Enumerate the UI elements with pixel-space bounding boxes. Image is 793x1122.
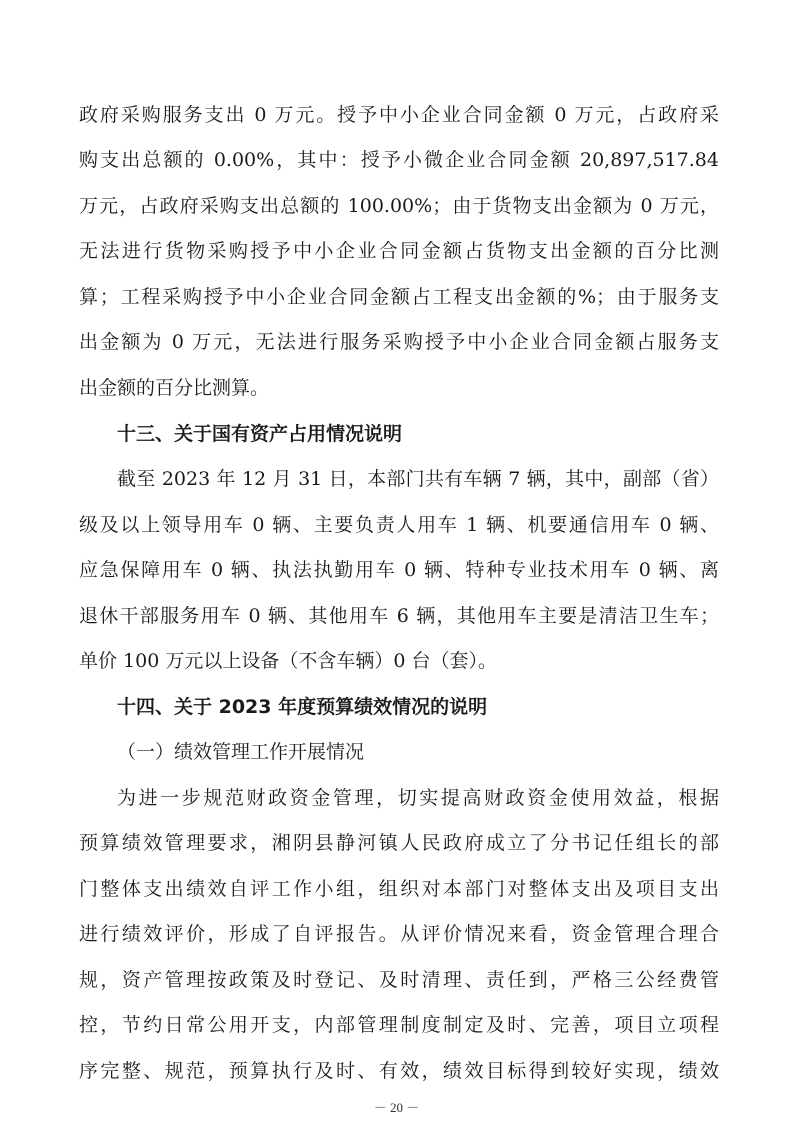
paragraph-line: 单价 100 万元以上设备（不含车辆）0 台（套）。 <box>79 650 497 672</box>
page-number: － 20 － <box>373 1100 420 1115</box>
paragraph-line: 进行绩效评价，形成了自评报告。从评价情况来看，资金管理合理合 <box>79 923 719 945</box>
paragraph-line: 应急保障用车 0 辆、执法执勤用车 0 辆、特种专业技术用车 0 辆、离 <box>79 559 719 581</box>
paragraph-line: 购支出总额的 0.00%，其中：授予小微企业合同金额 20,897,517.84 <box>79 149 719 171</box>
paragraph-line: 万元，占政府采购支出总额的 100.00%；由于货物支出金额为 0 万元， <box>79 195 719 217</box>
paragraph-line: 出金额为 0 万元，无法进行服务采购授予中小企业合同金额占服务支 <box>79 331 719 353</box>
paragraph-line: 政府采购服务支出 0 万元。授予中小企业合同金额 0 万元，占政府采 <box>79 104 719 126</box>
paragraph-line: 退休干部服务用车 0 辆、其他用车 6 辆，其他用车主要是清洁卫生车； <box>79 605 719 627</box>
subsection-heading: （一）绩效管理工作开展情况 <box>117 741 365 763</box>
paragraph-line: 级及以上领导用车 0 辆、主要负责人用车 1 辆、机要通信用车 0 辆、 <box>79 514 719 536</box>
paragraph-line: 为进一步规范财政资金管理，切实提高财政资金使用效益，根据 <box>117 787 719 809</box>
paragraph-line: 控，节约日常公用开支，内部管理制度制定及时、完善，项目立项程 <box>79 1014 719 1036</box>
paragraph-line: 算；工程采购授予中小企业合同金额占工程支出金额的%；由于服务支 <box>79 286 719 308</box>
section-heading-14: 十四、关于 2023 年度预算绩效情况的说明 <box>117 696 488 718</box>
paragraph-line: 无法进行货物采购授予中小企业合同金额占货物支出金额的百分比测 <box>79 240 719 262</box>
paragraph-line: 序完整、规范，预算执行及时、有效，绩效目标得到较好实现，绩效 <box>79 1060 719 1082</box>
paragraph-line: 规，资产管理按政策及时登记、及时清理、责任到，严格三公经费管 <box>79 969 719 991</box>
paragraph-line: 截至 2023 年 12 月 31 日，本部门共有车辆 7 辆，其中，副部（省） <box>117 468 719 490</box>
section-heading-13: 十三、关于国有资产占用情况说明 <box>117 423 403 445</box>
paragraph-line: 预算绩效管理要求，湘阴县静河镇人民政府成立了分书记任组长的部 <box>79 832 719 854</box>
paragraph-line: 门整体支出绩效自评工作小组，组织对本部门对整体支出及项目支出 <box>79 878 719 900</box>
paragraph-line: 出金额的百分比测算。 <box>79 377 270 399</box>
